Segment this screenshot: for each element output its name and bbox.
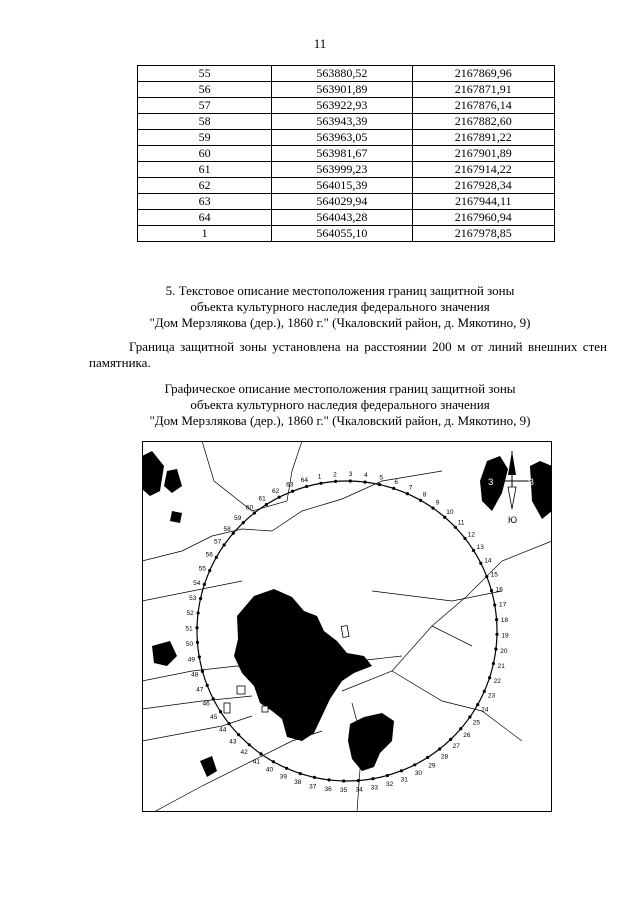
- boundary-point: [493, 603, 496, 606]
- boundary-point: [490, 589, 493, 592]
- boundary-point-label: 44: [219, 726, 227, 734]
- boundary-point: [278, 496, 281, 499]
- boundary-point-label: 4: [364, 472, 368, 480]
- boundary-point-label: 17: [498, 601, 507, 609]
- boundary-point-label: 15: [490, 571, 498, 579]
- boundary-point: [208, 569, 211, 572]
- boundary-point: [431, 507, 434, 510]
- boundary-point-label: 61: [258, 495, 266, 503]
- y-coordinate-cell: 2167960,94: [412, 210, 554, 226]
- boundary-point: [219, 710, 222, 713]
- boundary-point: [272, 760, 275, 763]
- boundary-point-label: 32: [385, 781, 394, 789]
- boundary-point-label: 46: [202, 700, 210, 708]
- boundary-point-label: 3: [348, 471, 353, 478]
- section-5-heading-line-2: объекта культурного наследия федерального значения: [190, 299, 490, 314]
- boundary-point: [253, 511, 256, 514]
- boundary-point-label: 11: [457, 519, 465, 527]
- boundary-point: [438, 747, 441, 750]
- boundary-point: [259, 752, 262, 755]
- table-row: [138, 210, 555, 226]
- coordinates-table: [137, 65, 555, 242]
- x-coordinate-cell: 563901,89: [272, 82, 412, 98]
- boundary-point: [203, 583, 206, 586]
- section-5-heading-line-1: 5. Текстовое описание местоположения границ защитной зоны: [165, 283, 515, 298]
- boundary-point: [483, 690, 486, 693]
- point-number-cell: 1: [138, 226, 272, 242]
- boundary-point-label: 51: [185, 625, 193, 633]
- boundary-point: [363, 481, 366, 484]
- boundary-point-label: 64: [300, 476, 309, 484]
- boundary-point-label: 18: [500, 616, 509, 624]
- boundary-point: [248, 743, 251, 746]
- y-coordinate-cell: 2167978,85: [412, 226, 554, 242]
- section-5-heading-line-3: "Дом Мерзлякова (дер.), 1860 г." (Чкаловский район, д. Мякотино, 9): [149, 315, 531, 330]
- boundary-point-label: 21: [497, 663, 505, 671]
- x-coordinate-cell: 563981,67: [272, 146, 412, 162]
- boundary-point-label: 13: [476, 544, 484, 552]
- boundary-point-label: 52: [186, 610, 194, 618]
- boundary-point: [313, 776, 316, 779]
- boundary-point: [479, 562, 482, 565]
- y-coordinate-cell: 2167901,89: [412, 146, 554, 162]
- y-coordinate-cell: 2167944,11: [412, 194, 554, 210]
- boundary-point: [206, 684, 209, 687]
- boundary-point-label: 29: [428, 762, 436, 770]
- table-row: [138, 178, 555, 194]
- boundary-point: [378, 483, 381, 486]
- boundary-point: [198, 655, 201, 658]
- page-number: 11: [313, 36, 327, 51]
- x-coordinate-cell: 563943,39: [272, 114, 412, 130]
- boundary-point-label: 26: [463, 731, 471, 739]
- y-coordinate-cell: 2167891,22: [412, 130, 554, 146]
- x-coordinate-cell: 564015,39: [272, 178, 412, 194]
- boundary-point-label: 27: [452, 743, 460, 751]
- boundary-point-label: 25: [472, 719, 481, 727]
- boundary-point-label: 30: [414, 769, 423, 777]
- boundary-point: [237, 733, 240, 736]
- boundary-point-label: 35: [339, 787, 348, 794]
- compass-east-label: В: [528, 477, 535, 487]
- table-row: [138, 162, 555, 178]
- x-coordinate-cell: 563880,52: [272, 66, 412, 82]
- boundary-point-label: 9: [435, 499, 440, 507]
- boundary-point: [349, 479, 352, 482]
- boundary-point-label: 33: [370, 784, 379, 792]
- boundary-point: [195, 626, 198, 629]
- boundary-point: [406, 492, 409, 495]
- boundary-point: [357, 779, 360, 782]
- boundary-point: [495, 633, 498, 636]
- boundary-point-label: 12: [467, 531, 475, 539]
- table-row: [138, 146, 555, 162]
- settlement-label: Мякоти: [292, 691, 319, 700]
- point-number-cell: 56: [138, 82, 272, 98]
- boundary-point-label: 39: [279, 773, 288, 781]
- boundary-point-label: 1: [317, 473, 322, 481]
- boundary-point-label: 22: [493, 678, 501, 686]
- point-number-cell: 60: [138, 146, 272, 162]
- boundary-point-label: 2: [333, 471, 337, 479]
- x-coordinate-cell: 564055,10: [272, 226, 412, 242]
- y-coordinate-cell: 2167869,96: [412, 66, 554, 82]
- table-row: [138, 226, 555, 242]
- boundary-point: [197, 611, 200, 614]
- boundary-point-label: 62: [271, 488, 280, 496]
- boundary-point-label: 38: [294, 779, 302, 787]
- boundary-point: [227, 722, 230, 725]
- table-row: [138, 194, 555, 210]
- boundary-point: [463, 537, 466, 540]
- boundary-point-label: 56: [205, 551, 213, 559]
- boundary-description: Граница защитной зоны установлена на расстоянии 200 м от линий внешних стен памятника.: [89, 339, 607, 370]
- boundary-point-label: 16: [495, 586, 503, 594]
- point-number-cell: 64: [138, 210, 272, 226]
- boundary-point-label: 40: [265, 766, 274, 774]
- coordinates-table-body: [138, 66, 555, 242]
- boundary-point: [454, 526, 457, 529]
- boundary-point: [285, 767, 288, 770]
- graphic-heading-line-2: объекта культурного наследия федерального значения: [190, 397, 490, 412]
- x-coordinate-cell: 563963,05: [272, 130, 412, 146]
- boundary-point: [232, 532, 235, 535]
- x-coordinate-cell: 564043,28: [272, 210, 412, 226]
- boundary-point-label: 10: [446, 509, 454, 517]
- boundary-point: [400, 769, 403, 772]
- boundary-point-label: 34: [355, 786, 363, 794]
- boundary-point-label: 63: [286, 481, 294, 489]
- y-coordinate-cell: 2167928,34: [412, 178, 554, 194]
- boundary-point: [196, 641, 199, 644]
- boundary-point: [199, 597, 202, 600]
- section-5-heading: [70, 283, 610, 331]
- boundary-point: [468, 715, 471, 718]
- compass-west-label: З: [488, 477, 494, 487]
- boundary-point-label: 57: [213, 538, 222, 546]
- boundary-point: [223, 543, 226, 546]
- boundary-point: [299, 772, 302, 775]
- boundary-point: [494, 647, 497, 650]
- boundary-point-label: 23: [487, 692, 496, 700]
- table-row: [138, 114, 555, 130]
- boundary-point: [459, 727, 462, 730]
- boundary-point-label: 20: [500, 647, 508, 655]
- boundary-point-label: 49: [187, 656, 196, 664]
- y-coordinate-cell: 2167876,14: [412, 98, 554, 114]
- table-row: [138, 66, 555, 82]
- boundary-point-label: 8: [422, 491, 427, 499]
- graphic-heading-line-1: Графическое описание местоположения границ защитной зоны: [164, 381, 516, 396]
- boundary-point-label: 14: [484, 557, 492, 565]
- boundary-point: [215, 556, 218, 559]
- point-number-cell: 63: [138, 194, 272, 210]
- boundary-point: [291, 490, 294, 493]
- boundary-point-label: 5: [379, 474, 384, 482]
- boundary-point: [495, 618, 498, 621]
- boundary-point-label: 60: [245, 504, 254, 512]
- protection-zone-map: [142, 441, 552, 812]
- boundary-point: [342, 779, 345, 782]
- boundary-point: [426, 756, 429, 759]
- boundary-point: [371, 777, 374, 780]
- boundary-point-label: 28: [440, 753, 449, 761]
- boundary-point: [419, 499, 422, 502]
- y-coordinate-cell: 2167914,22: [412, 162, 554, 178]
- boundary-point-label: 54: [193, 579, 201, 587]
- boundary-point: [327, 778, 330, 781]
- boundary-point-label: 59: [234, 514, 242, 522]
- boundary-point: [319, 482, 322, 485]
- boundary-point: [212, 697, 215, 700]
- boundary-point-label: 58: [223, 526, 231, 534]
- point-number-cell: 55: [138, 66, 272, 82]
- graphic-heading-line-3: "Дом Мерзлякова (дер.), 1860 г." (Чкаловский район, д. Мякотино, 9): [149, 413, 531, 428]
- boundary-point-label: 19: [501, 632, 509, 640]
- table-row: [138, 82, 555, 98]
- x-coordinate-cell: 564029,94: [272, 194, 412, 210]
- boundary-point-label: 45: [210, 713, 218, 721]
- point-number-cell: 57: [138, 98, 272, 114]
- boundary-point: [242, 521, 245, 524]
- boundary-point-label: 41: [252, 758, 261, 766]
- point-number-cell: 62: [138, 178, 272, 194]
- boundary-point-label: 37: [309, 783, 317, 791]
- boundary-point-label: 42: [240, 748, 248, 756]
- boundary-point: [392, 487, 395, 490]
- point-number-cell: 58: [138, 114, 272, 130]
- boundary-point: [386, 774, 389, 777]
- boundary-point-label: 53: [189, 594, 197, 602]
- boundary-point: [492, 662, 495, 665]
- boundary-point-label: 43: [229, 738, 237, 746]
- boundary-point: [265, 503, 268, 506]
- boundary-point: [201, 670, 204, 673]
- point-number-cell: 61: [138, 162, 272, 178]
- x-coordinate-cell: 563999,23: [272, 162, 412, 178]
- boundary-point-label: 36: [324, 785, 332, 793]
- point-number-cell: 59: [138, 130, 272, 146]
- y-coordinate-cell: 2167871,91: [412, 82, 554, 98]
- boundary-point-label: 47: [196, 686, 204, 694]
- boundary-point-label: 48: [191, 671, 199, 679]
- boundary-point: [413, 763, 416, 766]
- boundary-point-label: 55: [198, 565, 207, 573]
- compass-south-label: Ю: [508, 515, 518, 525]
- boundary-point: [449, 738, 452, 741]
- boundary-point: [305, 485, 308, 488]
- boundary-point-label: 50: [185, 641, 194, 649]
- boundary-point: [472, 549, 475, 552]
- table-row: [138, 130, 555, 146]
- boundary-point-label: 7: [408, 484, 413, 492]
- boundary-point-label: 24: [481, 706, 489, 714]
- boundary-point: [485, 575, 488, 578]
- boundary-point-label: 6: [394, 478, 399, 486]
- boundary-point-label: 31: [400, 776, 408, 784]
- boundary-point: [334, 480, 337, 483]
- map-svg: [142, 441, 552, 812]
- y-coordinate-cell: 2167882,60: [412, 114, 554, 130]
- boundary-point: [488, 676, 491, 679]
- table-row: [138, 98, 555, 114]
- x-coordinate-cell: 563922,93: [272, 98, 412, 114]
- graphic-description-heading: [70, 381, 610, 429]
- boundary-point: [476, 703, 479, 706]
